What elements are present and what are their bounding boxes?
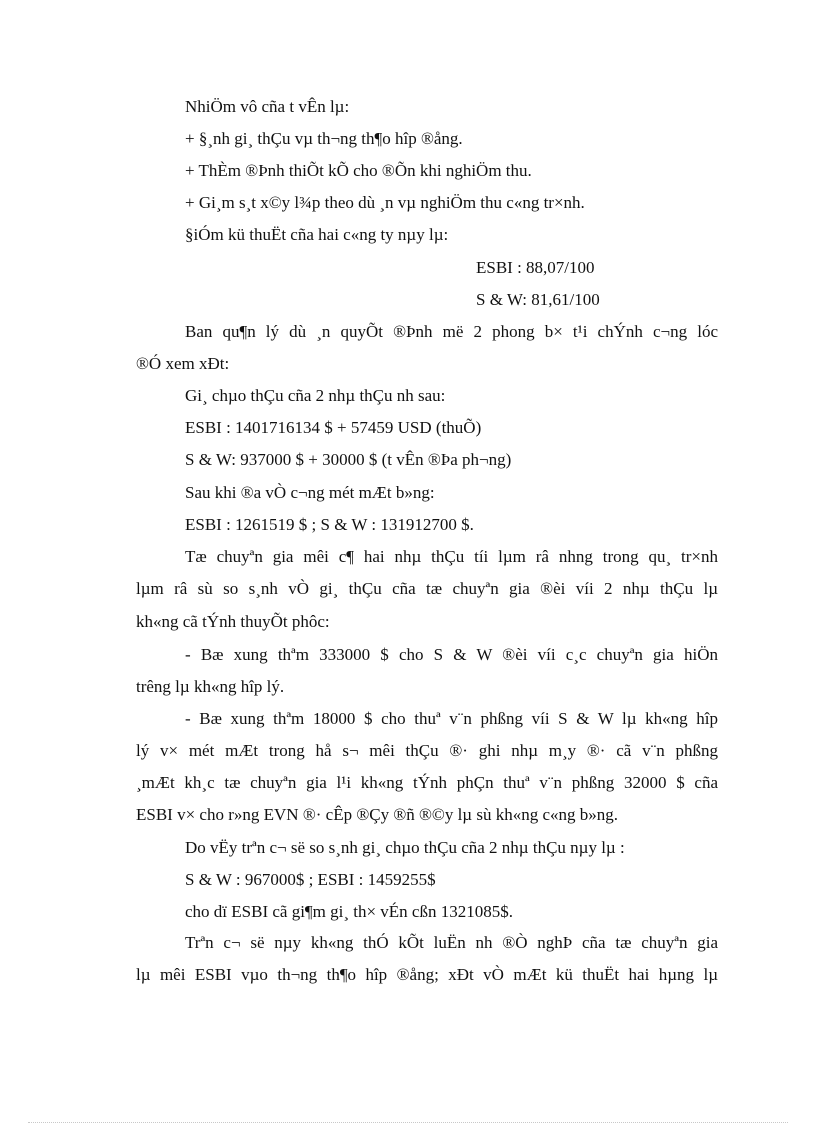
paragraph-line: cho dï ESBI cã gi¶m gi¸ th× vÉn cßn 1321085$. bbox=[185, 902, 513, 921]
paragraph-line: Do vËy trªn c¬ së so s¸nh gi¸ chµo thÇu cña 2 nhµ thÇu nµy lµ : bbox=[185, 838, 625, 857]
score-line: S & W: 81,61/100 bbox=[476, 290, 600, 309]
paragraph-line: lµ mêi ESBI vµo th¬ng th¶o hîp ®ång; xÐt vÒ mÆt kü thuËt hai hµng lµ bbox=[136, 965, 718, 984]
paragraph-line: Sau khi ®a vÒ c¬ng mét mÆt b»ng: bbox=[185, 483, 435, 502]
paragraph-line: ESBI v× cho r»ng EVN ®· cÊp ®Çy ®ñ ®©y lµ sù kh«ng c«ng b»ng. bbox=[136, 805, 619, 824]
price-line: ESBI : 1401716134 $ + 57459 USD (thuÕ) bbox=[185, 418, 482, 437]
score-line: ESBI : 88,07/100 bbox=[476, 258, 595, 277]
paragraph-line: §iÓm kü thuËt cña hai c«ng ty nµy lµ: bbox=[185, 225, 449, 244]
list-item: - Bæ xung thªm 333000 $ cho S & W ®èi víi c¸c chuyªn gia hiÖn bbox=[185, 645, 718, 664]
paragraph-line: lý v× mét mÆt trong hå s¬ mêi thÇu ®· ghi nhµ m¸y ®· cã v¨n phßng bbox=[136, 741, 718, 760]
paragraph-line: Trªn c¬ së nµy kh«ng thÓ kÕt luËn nh ®Ò nghÞ cña tæ chuyªn gia bbox=[185, 933, 718, 952]
paragraph-line: ®Ó xem xÐt: bbox=[136, 354, 230, 373]
paragraph-line: + §¸nh gi¸ thÇu vµ th¬ng th¶o hîp ®ång. bbox=[185, 129, 463, 148]
price-line: S & W : 967000$ ; ESBI : 1459255$ bbox=[185, 870, 436, 889]
paragraph-line: Ban qu¶n lý dù ¸n quyÕt ®Þnh më 2 phong b× t¹i chÝnh c¬ng lóc bbox=[185, 322, 718, 341]
paragraph-line: trêng lµ kh«ng hîp lý. bbox=[136, 677, 285, 696]
paragraph-line: Gi¸ chµo thÇu cña 2 nhµ thÇu nh sau: bbox=[185, 386, 446, 405]
paragraph-line: ¸mÆt kh¸c tæ chuyªn gia l¹i kh«ng tÝnh phÇn thuª v¨n phßng 32000 $ cña bbox=[136, 773, 718, 792]
paragraph-line: lµm râ sù so s¸nh vÒ gi¸ thÇu cña tæ chuyªn gia ®èi víi 2 nhµ thÇu lµ bbox=[136, 579, 718, 598]
paragraph-line: kh«ng cã tÝnh thuyÕt phôc: bbox=[136, 612, 330, 631]
price-line: S & W: 937000 $ + 30000 $ (t vÊn ®Þa ph¬ng) bbox=[185, 450, 512, 469]
price-line: ESBI : 1261519 $ ; S & W : 131912700 $. bbox=[185, 515, 474, 534]
list-item: - Bæ xung thªm 18000 $ cho thuª v¨n phßng víi S & W lµ kh«ng hîp bbox=[185, 709, 718, 728]
paragraph-line: + Gi¸m s¸t x©y l¾p theo dù ¸n vµ nghiÖm thu c«ng tr×nh. bbox=[185, 193, 585, 212]
paragraph-line: NhiÖm vô cña t vÊn lµ: bbox=[185, 97, 350, 116]
paragraph-line: + ThÈm ®Þnh thiÕt kÕ cho ®Õn khi nghiÖm thu. bbox=[185, 161, 532, 180]
paragraph-line: Tæ chuyªn gia mêi c¶ hai nhµ thÇu tíi lµm râ nhng trong qu¸ tr×nh bbox=[185, 547, 718, 566]
